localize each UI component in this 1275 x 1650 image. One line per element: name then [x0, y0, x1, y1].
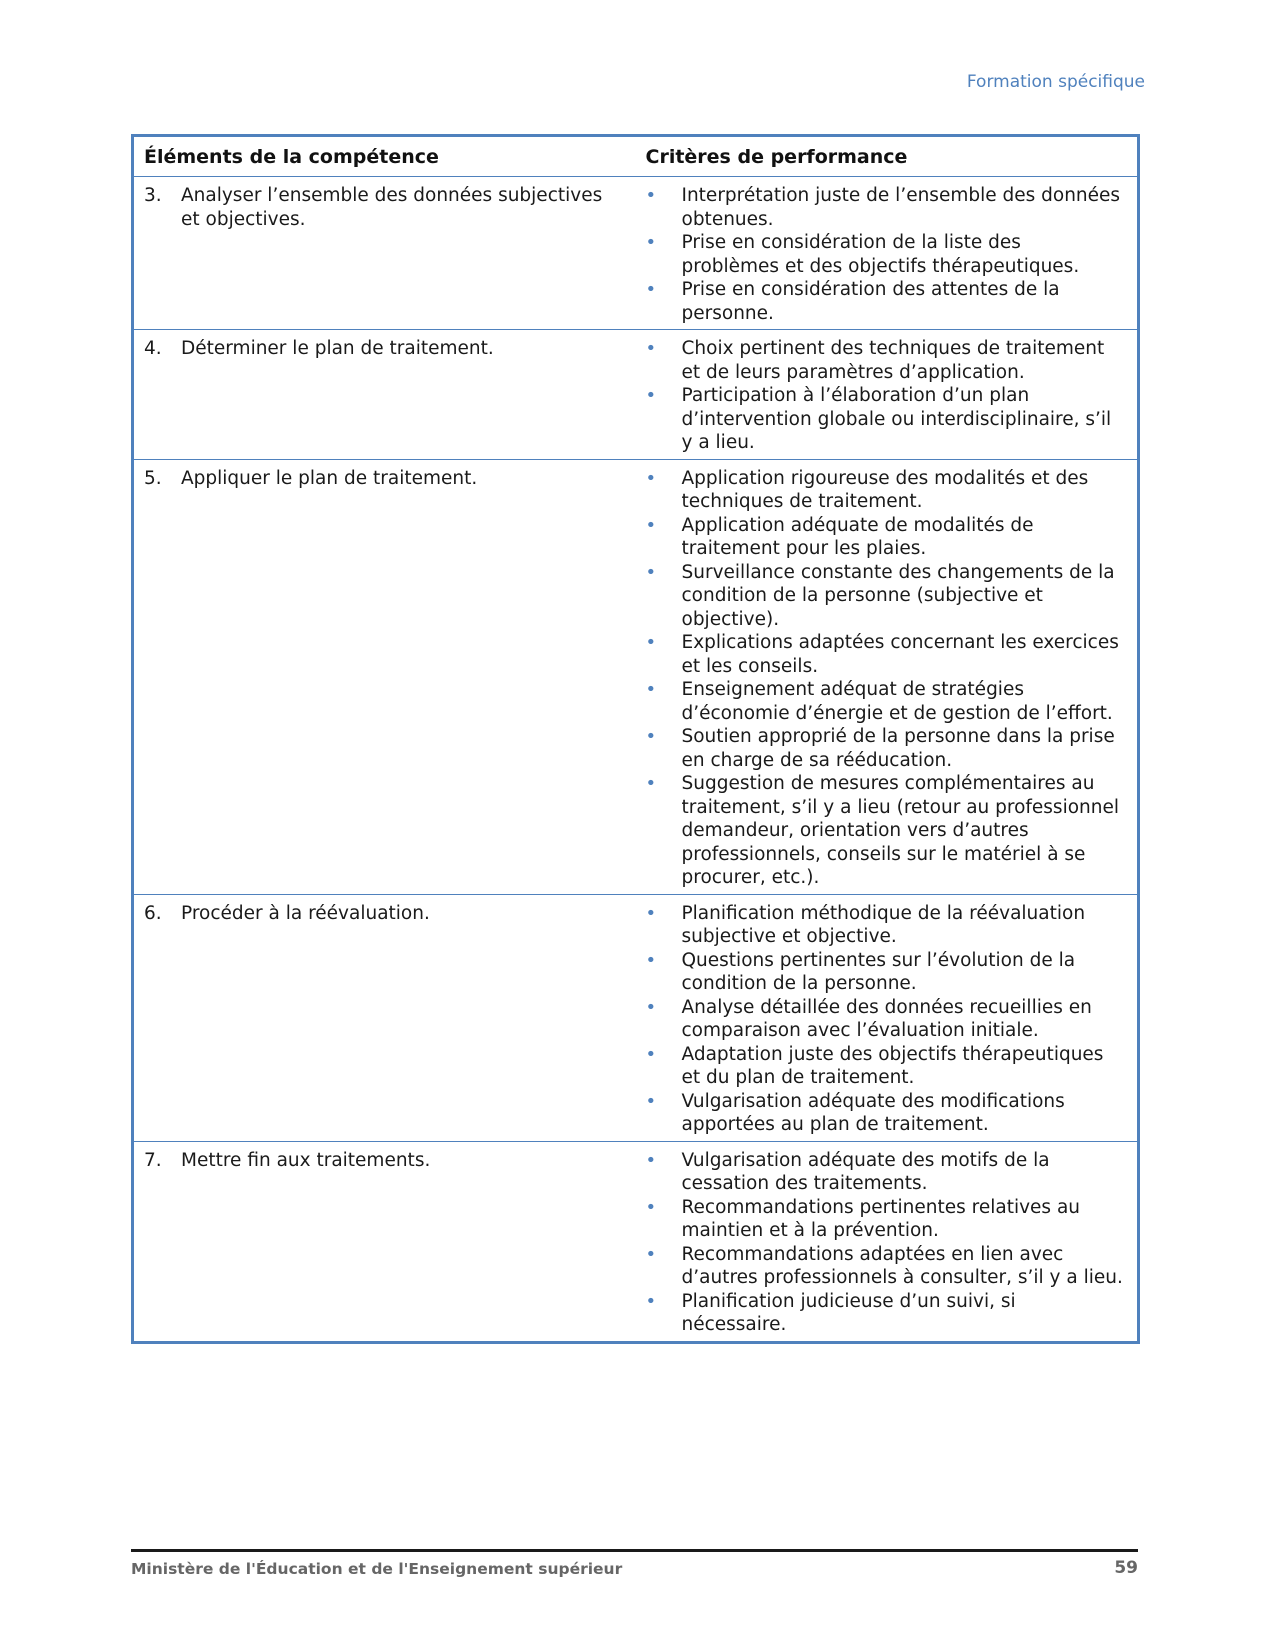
element-cell: [133, 894, 636, 1141]
criteria-text: Planification méthodique de la réévaluation subjective et objective.: [681, 902, 1086, 947]
criteria-item: [646, 1243, 1124, 1290]
criteria-list: [646, 902, 1124, 1137]
element-number: 7.: [144, 1149, 162, 1171]
bullet-icon: •: [645, 996, 657, 1018]
criteria-item: [646, 184, 1124, 231]
criteria-text: Prise en considération de la liste des problèmes et des objectifs thérapeutiques.: [681, 232, 1080, 277]
element-item: [144, 467, 626, 491]
bullet-icon: •: [645, 949, 657, 971]
bullet-icon: •: [645, 679, 657, 700]
bullet-icon: •: [645, 1090, 657, 1112]
bullet-icon: •: [645, 1149, 657, 1171]
bullet-icon: •: [645, 385, 657, 406]
criteria-item: [646, 949, 1124, 996]
bullet-icon: •: [645, 185, 657, 206]
element-number: 4.: [144, 338, 162, 359]
criteria-text: Interprétation juste de l’ensemble des données obtenues.: [681, 185, 1121, 230]
element-text: Appliquer le plan de traitement.: [181, 467, 478, 489]
criteria-list: [646, 467, 1124, 890]
bullet-icon: •: [645, 632, 657, 653]
criteria-item: [646, 1043, 1124, 1090]
criteria-text: Vulgarisation adéquate des motifs de la cessation des traitements.: [681, 1149, 1050, 1194]
criteria-text: Vulgarisation adéquate des modifications apportées au plan de traitement.: [681, 1090, 1065, 1135]
element-number: 5.: [144, 467, 162, 489]
criteria-text: Adaptation juste des objectifs thérapeutiques et du plan de traitement.: [681, 1043, 1104, 1088]
criteria-text: Participation à l’élaboration d’un plan d’intervention globale ou interdisciplinaire, s’il y a lieu.: [681, 385, 1112, 453]
criteria-list: [646, 184, 1124, 325]
element-number: 6.: [144, 902, 162, 924]
element-cell: [133, 459, 636, 894]
criteria-cell: [636, 1141, 1139, 1342]
criteria-item: [646, 467, 1124, 514]
criteria-list: [646, 1149, 1124, 1337]
criteria-cell: [636, 894, 1139, 1141]
criteria-item: [646, 996, 1124, 1043]
criteria-text: Questions pertinentes sur l’évolution de la condition de la personne.: [681, 949, 1076, 994]
bullet-icon: •: [645, 1196, 657, 1218]
table-row: [133, 459, 1139, 894]
criteria-item: [646, 631, 1124, 678]
criteria-item: [646, 561, 1124, 632]
bullet-icon: •: [645, 338, 657, 359]
footer-divider: [131, 1549, 1138, 1552]
criteria-item: [646, 1149, 1124, 1196]
criteria-item: [646, 514, 1124, 561]
criteria-item: [646, 1196, 1124, 1243]
bullet-icon: •: [645, 1043, 657, 1065]
criteria-item: [646, 384, 1124, 455]
criteria-item: [646, 678, 1124, 725]
criteria-cell: [636, 459, 1139, 894]
criteria-text: Application rigoureuse des modalités et des techniques de traitement.: [681, 467, 1089, 512]
element-text: Analyser l’ensemble des données subjectives et objectives.: [181, 185, 603, 230]
table-row: [133, 177, 1139, 330]
table-row: [133, 1141, 1139, 1342]
bullet-icon: •: [645, 561, 657, 583]
element-item: [144, 1149, 626, 1173]
bullet-icon: •: [645, 514, 657, 536]
footer-ministry: Ministère de l'Éducation et de l'Enseignement supérieur: [131, 1560, 623, 1578]
criteria-text: Recommandations adaptées en lien avec d’autres professionnels à consulter, s’il y a lieu.: [681, 1243, 1123, 1288]
criteria-text: Prise en considération des attentes de la personne.: [681, 279, 1060, 324]
criteria-item: [646, 278, 1124, 325]
bullet-icon: •: [645, 726, 657, 747]
running-header: Formation spécifique: [966, 72, 1145, 92]
criteria-cell: [636, 177, 1139, 330]
table-body: [133, 177, 1139, 1343]
element-cell: [133, 177, 636, 330]
criteria-item: [646, 1090, 1124, 1137]
bullet-icon: •: [645, 902, 657, 924]
element-cell: [133, 1141, 636, 1342]
criteria-text: Suggestion de mesures complémentaires au traitement, s’il y a lieu (retour au professionnel demandeur, orientation vers d’autres professionnels, conseils sur le matériel à se procurer, etc.).: [681, 773, 1119, 888]
criteria-text: Soutien approprié de la personne dans la prise en charge de sa rééducation.: [681, 726, 1115, 771]
criteria-item: [646, 1290, 1124, 1337]
header-criteria: Critères de performance: [636, 136, 1139, 177]
table-header-row: [133, 136, 1139, 177]
bullet-icon: •: [645, 773, 657, 794]
table-row: [133, 894, 1139, 1141]
bullet-icon: •: [645, 1243, 657, 1265]
criteria-item: [646, 772, 1124, 890]
table-row: [133, 330, 1139, 460]
element-cell: [133, 330, 636, 460]
criteria-text: Analyse détaillée des données recueillies en comparaison avec l’évaluation initiale.: [681, 996, 1092, 1041]
criteria-list: [646, 337, 1124, 455]
criteria-item: [646, 902, 1124, 949]
bullet-icon: •: [645, 1290, 657, 1312]
element-text: Procéder à la réévaluation.: [181, 902, 430, 924]
criteria-cell: [636, 330, 1139, 460]
element-text: Mettre fin aux traitements.: [181, 1149, 431, 1171]
criteria-text: Surveillance constante des changements de la condition de la personne (subjective et objective).: [681, 561, 1115, 630]
element-item: [144, 184, 626, 232]
criteria-text: Recommandations pertinentes relatives au maintien et à la prévention.: [681, 1196, 1081, 1241]
criteria-item: [646, 231, 1124, 278]
competence-table: [131, 134, 1140, 1344]
criteria-text: Explications adaptées concernant les exercices et les conseils.: [681, 632, 1119, 677]
criteria-text: Choix pertinent des techniques de traitement et de leurs paramètres d’application.: [681, 338, 1105, 383]
bullet-icon: •: [645, 279, 657, 300]
criteria-text: Enseignement adéquat de stratégies d’économie d’énergie et de gestion de l’effort.: [681, 679, 1113, 724]
criteria-text: Application adéquate de modalités de traitement pour les plaies.: [681, 514, 1034, 559]
element-text: Déterminer le plan de traitement.: [181, 338, 494, 359]
bullet-icon: •: [645, 232, 657, 253]
bullet-icon: •: [645, 467, 657, 489]
element-item: [144, 902, 626, 926]
element-number: 3.: [144, 185, 162, 206]
criteria-item: [646, 337, 1124, 384]
element-item: [144, 337, 626, 361]
criteria-item: [646, 725, 1124, 772]
criteria-text: Planification judicieuse d’un suivi, si nécessaire.: [681, 1290, 1016, 1335]
header-elements: Éléments de la compétence: [133, 136, 636, 177]
page-number: 59: [1114, 1558, 1138, 1578]
